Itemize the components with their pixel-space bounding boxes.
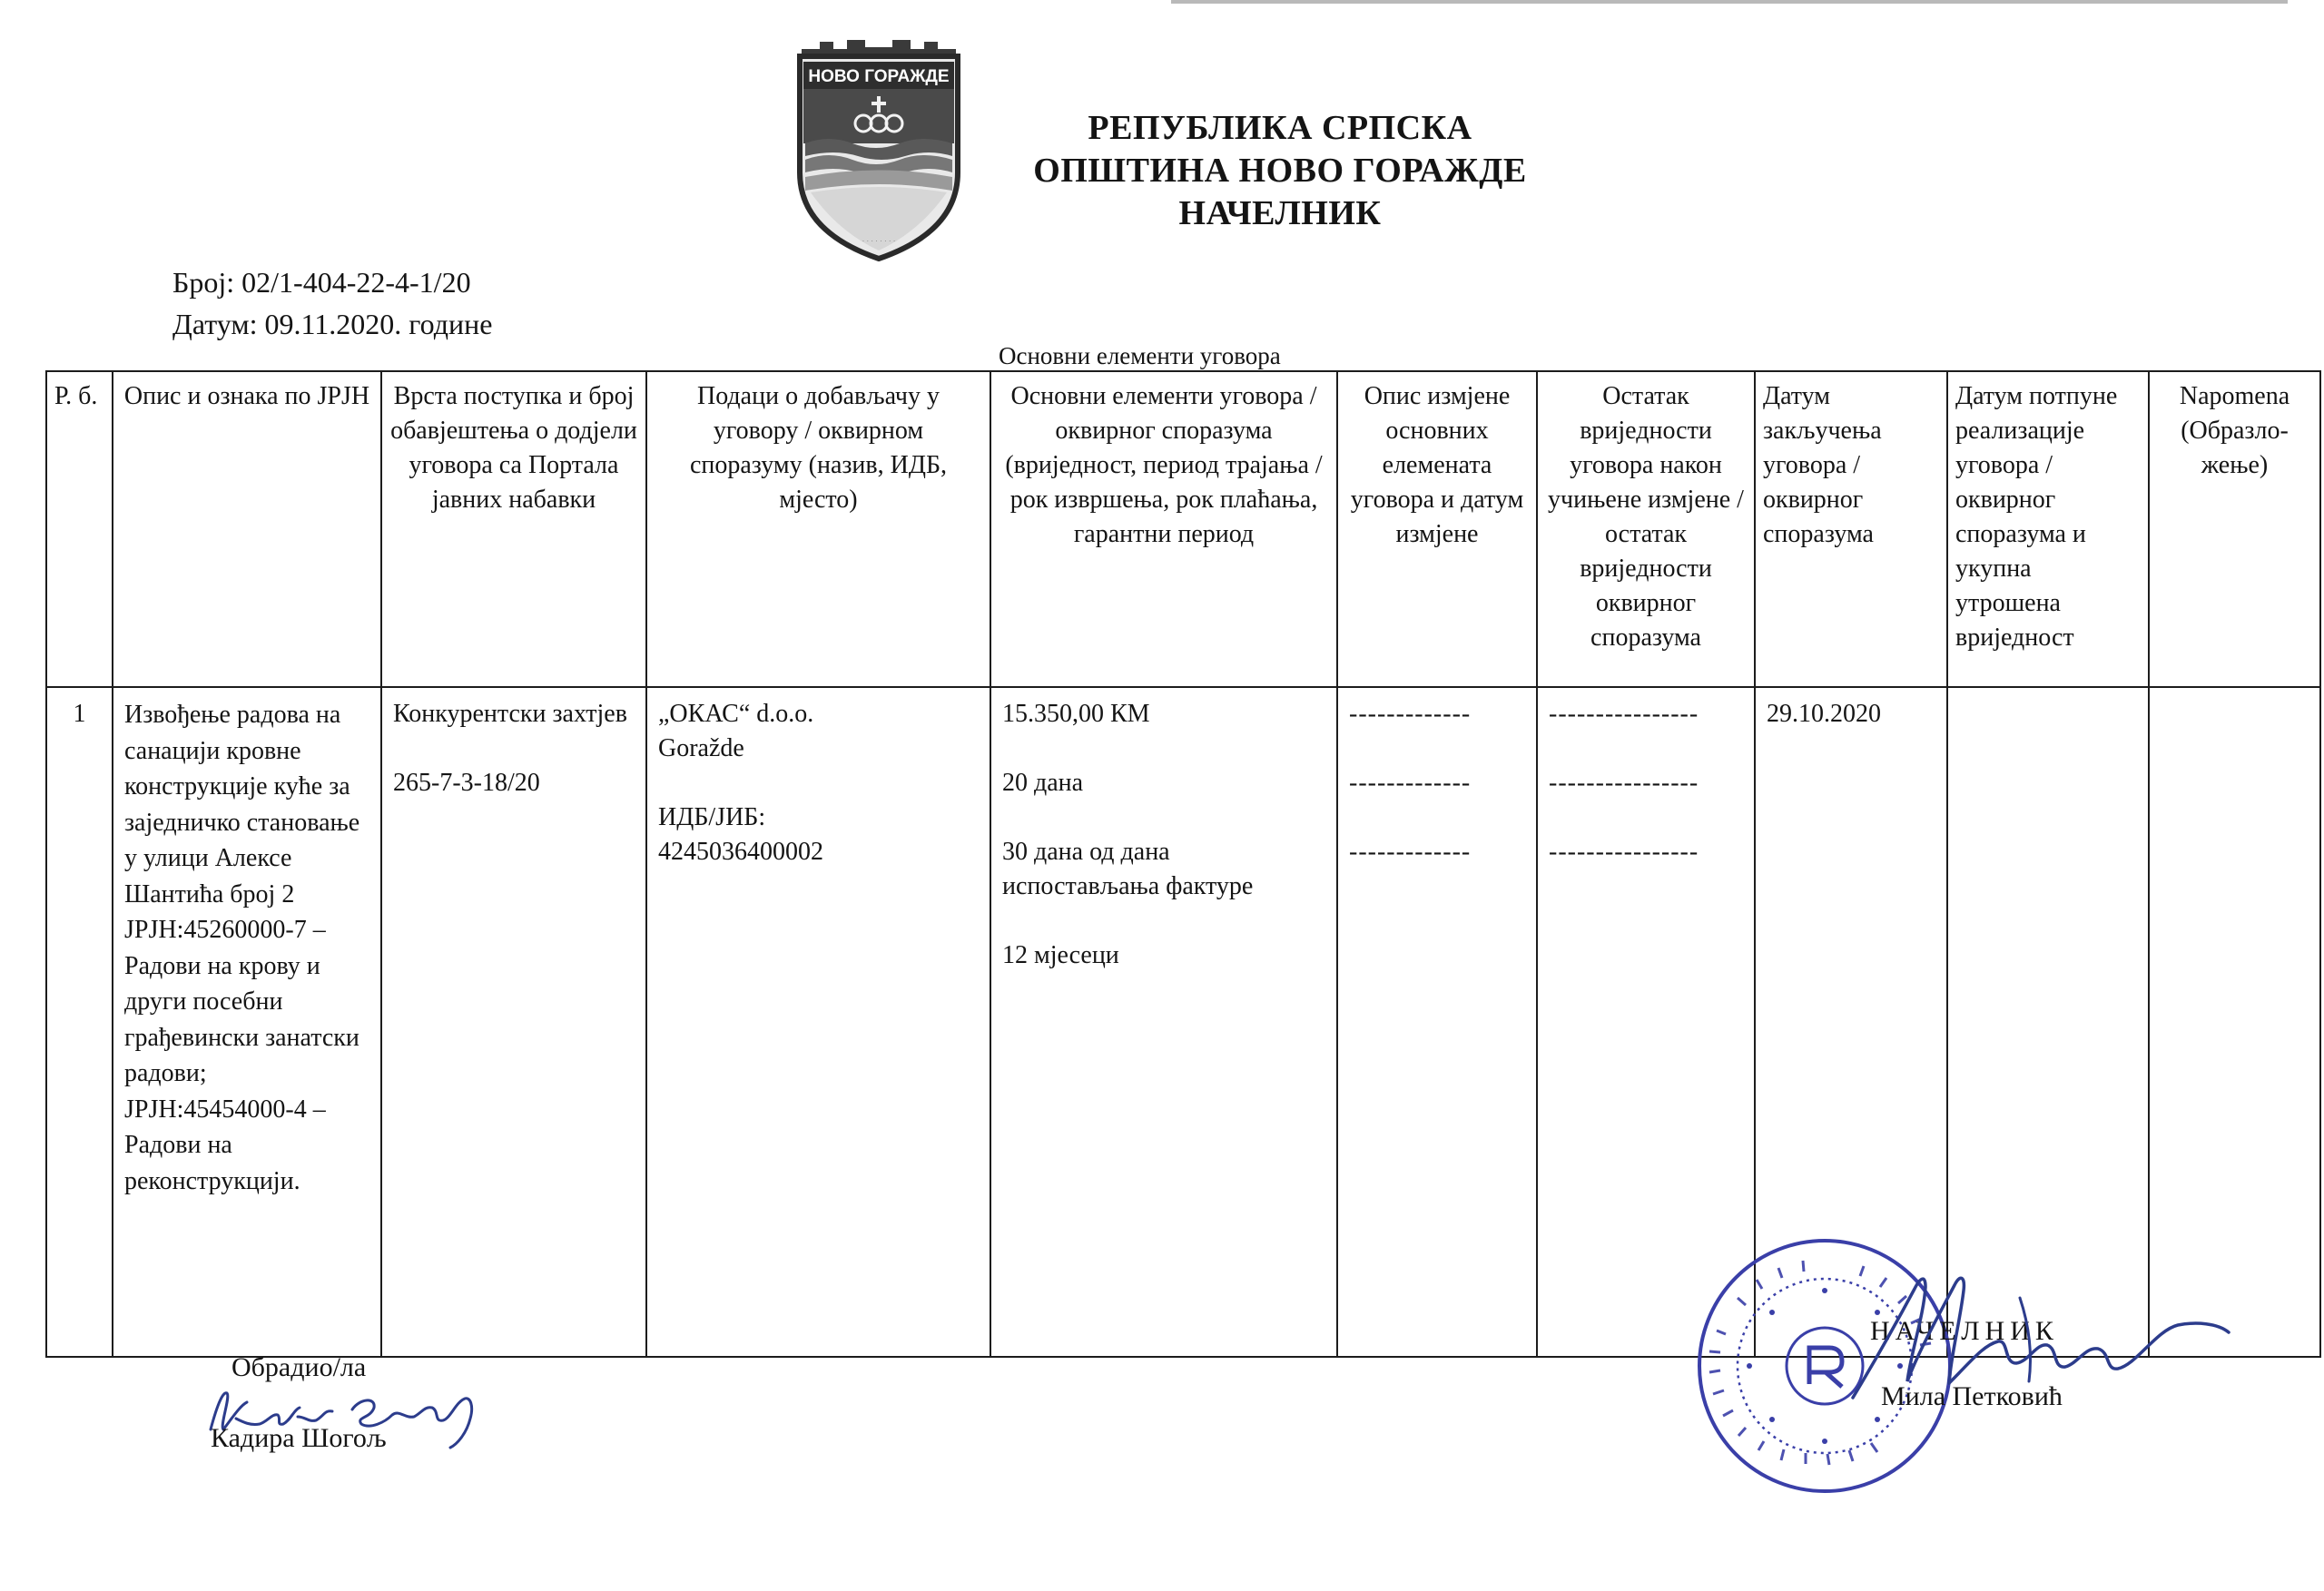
header-municipality: ОПШТИНА НОВО ГОРАЖДЕ <box>1033 152 1527 190</box>
reference-date: Датум: 09.11.2020. године <box>172 308 493 340</box>
cell-procedure <box>381 687 646 1357</box>
cell-supplier <box>646 687 990 1357</box>
contract-warranty: 12 мјесеци <box>1002 941 1119 969</box>
dash-line: ------------- <box>1349 769 1472 797</box>
dash-line: ---------------- <box>1549 838 1699 866</box>
cell-description: Извођење радова на санацији кровне конструкције куће за заједничко становање у улици Алексе Шантића број 2 ЈРЈН:45260000-7 – Радови на крову и други посебни грађевински занатски радови; ЈРЈН:45454000-4 – Радови на реконструкцији. <box>113 687 381 1357</box>
procedure-number: 265-7-3-18/20 <box>393 769 540 797</box>
contract-value: 15.350,00 КМ <box>1002 700 1150 728</box>
dash-line: ------------- <box>1349 700 1472 728</box>
column-header-note: Napomena (Образло-жење) <box>2149 371 2320 687</box>
procedure-type: Конкурентски захтјев <box>393 700 627 728</box>
header-republic: РЕПУБЛИКА СРПСКА <box>1088 109 1472 147</box>
column-header-supplier: Подаци о добављачу у уговору / оквирном споразуму (назив, ИДБ, мјесто) <box>646 371 990 687</box>
reference-number: Број: 02/1-404-22-4-1/20 <box>172 266 471 299</box>
column-header-change-description: Опис измјене основних елемената уговора и датум измјене <box>1337 371 1537 687</box>
column-header-contract-elements: Основни елементи уговора / оквирног споразума (вриједност, период трајања / рок извршења, рок плаћања, гарантни период <box>990 371 1337 687</box>
scan-edge-line <box>1171 0 2288 4</box>
issuer-header <box>926 107 1634 235</box>
header-office: НАЧЕЛНИК <box>1178 194 1382 232</box>
column-header-remaining-value: Остатак вриједности уговора након учињене измјене / остатак вриједности оквирног споразума <box>1537 371 1755 687</box>
supplier-id: 4245036400002 <box>658 838 823 866</box>
prepared-by-name: Кадира Шогољ <box>211 1423 387 1453</box>
table-header-row <box>46 371 2320 687</box>
column-header-rb: Р. б. <box>46 371 113 687</box>
column-header-description: Опис и ознака по ЈРЈН <box>113 371 381 687</box>
table-row <box>46 687 2320 1357</box>
cell-conclusion-date: 29.10.2020 <box>1755 687 1947 1357</box>
dash-line: ---------------- <box>1549 700 1699 728</box>
cell-change-description <box>1337 687 1537 1357</box>
contract-duration: 20 дана <box>1002 769 1084 797</box>
cell-rb: 1 <box>46 687 113 1357</box>
svg-text:НОВО ГОРАЖДЕ: НОВО ГОРАЖДЕ <box>808 67 950 86</box>
supplier-name: „ОКАС“ d.o.o. <box>658 700 814 728</box>
supplier-id-label: ИДБ/ЈИБ: <box>658 803 766 831</box>
cell-completion <box>1947 687 2149 1357</box>
dash-line: ------------- <box>1349 838 1472 866</box>
column-header-conclusion-date: Датум закључења уговора / оквирног споразума <box>1755 371 1947 687</box>
contract-elements-table <box>45 370 2321 1358</box>
contract-payment-term: 30 дана од дана испостављања фактуре <box>1002 838 1254 900</box>
table-caption: Основни елементи уговора <box>999 342 1281 369</box>
chief-title: НАЧЕЛНИК <box>1870 1316 2059 1346</box>
dash-line: ---------------- <box>1549 769 1699 797</box>
supplier-place: Goražde <box>658 734 744 762</box>
prepared-by-label: Обрадио/ла <box>231 1352 367 1382</box>
chief-name: Мила Петковић <box>1881 1381 2063 1411</box>
column-header-completion: Датум потпуне реализације уговора / оквирног споразума и укупна утрошена вриједност <box>1947 371 2149 687</box>
document-reference <box>172 261 492 345</box>
column-header-procedure: Врста поступка и број обавјештења о додјели уговора са Портала јавних набавки <box>381 371 646 687</box>
cell-note <box>2149 687 2320 1357</box>
svg-text:· · · · · · · ·: · · · · · · · · <box>862 237 896 245</box>
cell-contract-elements <box>990 687 1337 1357</box>
